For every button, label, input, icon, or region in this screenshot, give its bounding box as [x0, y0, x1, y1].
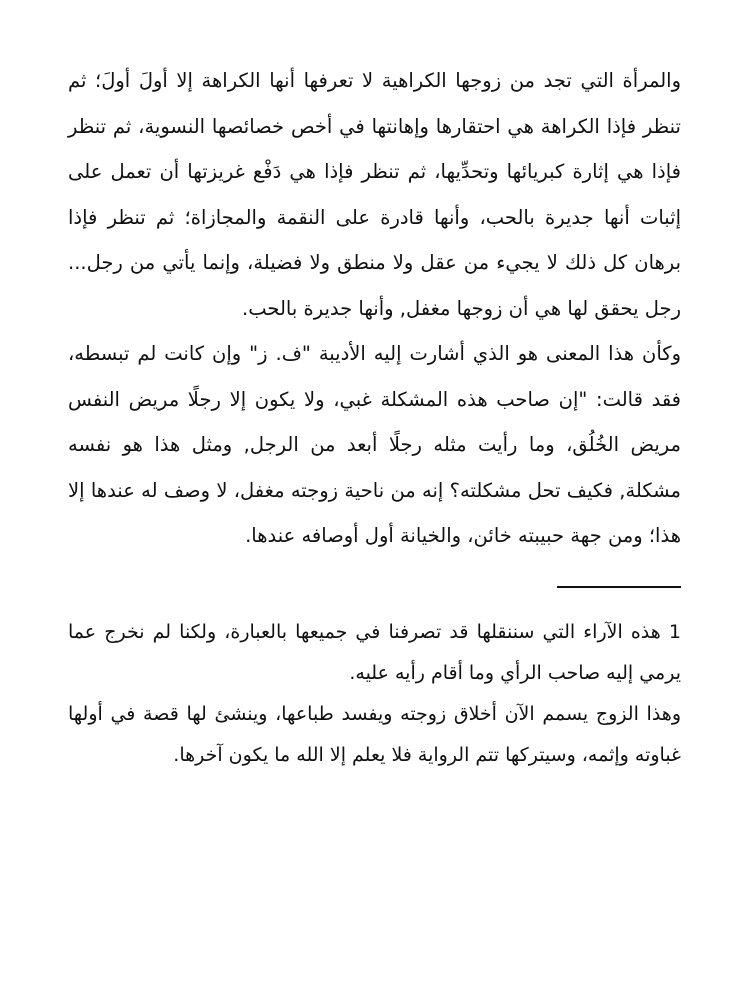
footnote-2: وهذا الزوج يسمم الآن أخلاق زوجته ويفسد طباعها، وينشئ لها قصة في أولها غباوته وإثمه، وسيتركها تتم الرواية فلا يعلم إلا الله ما يكون آخرها.	[68, 702, 681, 766]
book-page	[68, 58, 681, 776]
footnote-1: 1 هذه الآراء التي سننقلها قد تصرفنا في جميعها بالعبارة، ولكنا لم نخرج عما يرمي إليه صاحب الرأي وما أقام رأيه عليه.	[68, 620, 681, 684]
main-text	[68, 58, 681, 559]
paragraph-2: وكأن هذا المعنى هو الذي أشارت إليه الأديبة "ف. ز" وإن كانت لم تبسطه، فقد قالت: "إن صاحب هذه المشكلة غبي، ولا يكون إلا رجلًا مريض النفس مريض الخُلُق، وما رأيت مثله رجلًا أبعد من الرجل, ومثل هذا هو نفسه مشكلة, فكيف تحل مشكلته؟ إنه من ناحية زوجته مغفل، لا وصف له عندها إلا هذا؛ ومن جهة حبيبته خائن، والخيانة أول أوصافه عندها.	[68, 342, 681, 547]
footnotes	[68, 612, 681, 776]
paragraph-1: والمرأة التي تجد من زوجها الكراهية لا تعرفها أنها الكراهة إلا أولَ أولَ؛ ثم تنظر فإذا الكراهة هي احتقارها وإهانتها في أخص خصائصها النسوية، ثم تنظر فإذا هي إثارة كبريائها وتحدِّيها، ثم تنظر فإذا هي دَفْع غريزتها أن تعمل على إثبات أنها جديرة بالحب، وأنها قادرة على النقمة والمجازاة؛ ثم تنظر فإذا برهان كل ذلك لا يجيء من عقل ولا منطق ولا فضيلة، وإنما يأتي من رجل... رجل يحقق لها هي أن زوجها مغفل, وأنها جديرة بالحب.	[68, 69, 681, 320]
footnote-divider	[557, 586, 681, 588]
